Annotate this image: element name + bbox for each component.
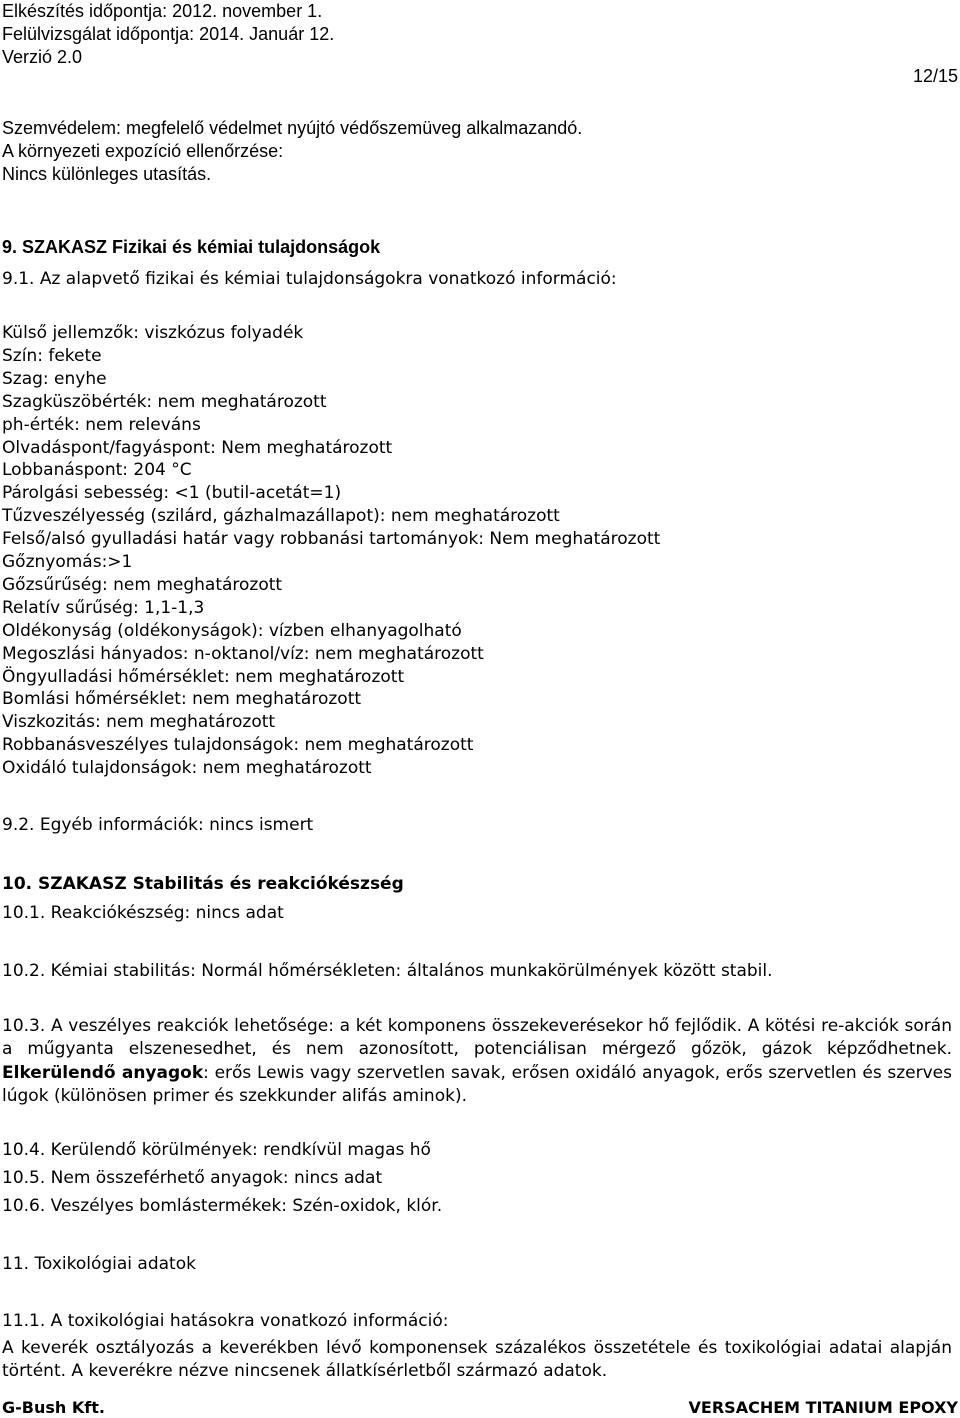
footer-product: VERSACHEM TITANIUM EPOXY: [688, 1398, 958, 1417]
section-10-3-paragraph: [2, 1015, 952, 1108]
section-9-title: 9. SZAKASZ Fizikai és kémiai tulajdonságok: [2, 237, 381, 257]
section-10-6: 10.6. Veszélyes bomlástermékek: Szén-oxidok, klór.: [2, 1196, 443, 1216]
revised-date: Felülvizsgálat időpontja: 2014. Január 12.: [2, 24, 335, 44]
intro-line: A környezeti expozíció ellenőrzése:: [2, 141, 284, 161]
property-line: Viszkozitás: nem meghatározott: [2, 712, 276, 733]
intro-line: Nincs különleges utasítás.: [2, 164, 212, 184]
section-10-4: 10.4. Kerülendő körülmények: rendkívül magas hő: [2, 1140, 431, 1160]
section-10-5: 10.5. Nem összeférhető anyagok: nincs adat: [2, 1168, 383, 1188]
property-line: Robbanásveszélyes tulajdonságok: nem meghatározott: [2, 735, 474, 756]
property-line: Olvadáspont/fagyáspont: Nem meghatározott: [2, 437, 393, 458]
property-line: Párolgási sebesség: <1 (butil-acetát=1): [2, 483, 342, 504]
section-11-text: A keverék osztályozás a keverékben lévő komponensek százalékos összetétele és toxikológiai adatai alapján történt. A keverékre nézve nincsenek állatkísérletből származó adatok.: [2, 1338, 952, 1382]
section-9-2: 9.2. Egyéb információk: nincs ismert: [2, 815, 314, 835]
section-10-1: 10.1. Reakciókészség: nincs adat: [2, 903, 284, 923]
property-line: Tűzveszélyesség (szilárd, gázhalmazállapot): nem meghatározott: [2, 506, 560, 527]
property-line: Felső/alsó gyulladási határ vagy robbanási tartományok: Nem meghatározott: [2, 529, 661, 550]
section-11-title: 11. Toxikológiai adatok: [2, 1254, 196, 1274]
property-line: Bomlási hőmérséklet: nem meghatározott: [2, 689, 362, 710]
section-10-3-text-a: 10.3. A veszélyes reakciók lehetősége: a két komponens összekeverésekor hő fejlődik. A kötési re-akciók során a műgyanta elszenesedhet, és nem azonosított, potenciálisan mérgező gőzök, gázok képződhetnek.: [2, 1016, 952, 1060]
footer-company: G-Bush Kft.: [2, 1398, 105, 1417]
property-line: Szag: enyhe: [2, 368, 107, 389]
property-line: Szagküszöbérték: nem meghatározott: [2, 391, 327, 412]
property-line: Lobbanáspont: 204 °C: [2, 460, 192, 481]
property-line: Gőzsűrűség: nem meghatározott: [2, 574, 283, 595]
intro-line: Szemvédelem: megfelelő védelmet nyújtó védőszemüveg alkalmazandó.: [2, 118, 583, 138]
property-line: Megoszlási hányados: n-oktanol/víz: nem meghatározott: [2, 643, 484, 664]
property-line: Oxidáló tulajdonságok: nem meghatározott: [2, 758, 372, 779]
property-line: Öngyulladási hőmérséklet: nem meghatározott: [2, 666, 405, 687]
property-line: Oldékonyság (oldékonyságok): vízben elhanyagolható: [2, 620, 462, 641]
section-11-1: 11.1. A toxikológiai hatásokra vonatkozó információ:: [2, 1311, 449, 1331]
property-line: Gőznyomás:>1: [2, 552, 133, 572]
section-9-1-heading: 9.1. Az alapvető fizikai és kémiai tulajdonságokra vonatkozó információ:: [2, 269, 617, 289]
property-line: Relatív sűrűség: 1,1-1,3: [2, 597, 205, 618]
section-10-3-bold: Elkerülendő anyagok: [2, 1062, 204, 1083]
property-line: ph-érték: nem releváns: [2, 414, 201, 435]
property-line: Külső jellemzők: viszkózus folyadék: [2, 323, 304, 343]
section-10-title: 10. SZAKASZ Stabilitás és reakciókészség: [2, 874, 404, 894]
property-line: Szín: fekete: [2, 345, 102, 366]
created-date: Elkészítés időpontja: 2012. november 1.: [2, 1, 323, 21]
page-number: 12/15: [912, 66, 958, 86]
section-10-2: 10.2. Kémiai stabilitás: Normál hőmérsékleten: általános munkakörülmények között stabil.: [2, 961, 773, 981]
section-10-3-text-b: : erős Lewis vagy szervetlen savak, erősen oxidáló anyagok, erős szervetlen és szerves lúgok (különösen primer és szekkunder alifás aminok).: [2, 1062, 952, 1106]
version: Verzió 2.0: [2, 47, 83, 67]
